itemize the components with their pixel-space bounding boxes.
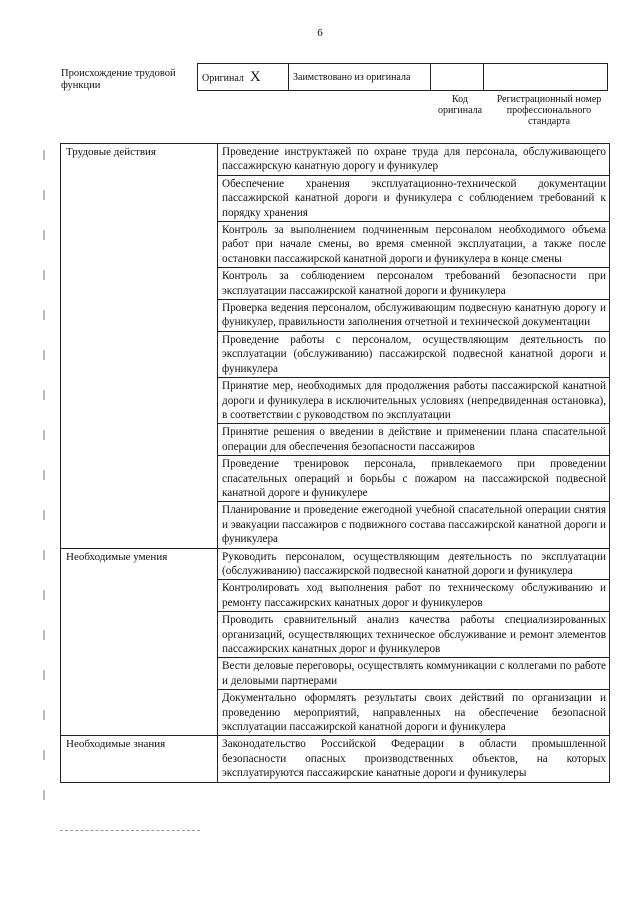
reg-number-label: Регистрационный номер профессионального стандарта [496, 94, 602, 127]
origin-table [197, 63, 608, 91]
borrowed-label: Заимствовано из оригинала [293, 71, 411, 83]
original-label: Оригинал [202, 72, 244, 84]
section-item: Принятие мер, необходимых для продолжения работы пассажирской канатной дороги и фуникулера в исключительных условиях (непредвиденная остановка), в соответствии с руководством по эксплуатации [218, 378, 610, 424]
function-table-body [61, 144, 610, 783]
table-row [61, 736, 610, 782]
section-item: Проведение тренировок персонала, привлекаемого при проведении спасательных операций и борьбы с пожаром на пассажирской подвесной канатной дороге и фуникулере [218, 456, 610, 502]
section-item: Проведение инструктажей по охране труда для персонала, обслуживающего пассажирскую канатную дорогу и фуникулер [218, 144, 610, 176]
borrowed-cell [289, 64, 431, 91]
section-item: Проводить сравнительный анализ качества работы специализированных организаций, осуществляющих техническое обслуживание и ремонт элементов пассажирских канатных дорог и фуникулеров [218, 612, 610, 658]
function-table [60, 143, 610, 783]
bottom-mark [60, 830, 200, 831]
margin-marks [43, 150, 45, 830]
page-number: 6 [317, 27, 323, 39]
section-label: Трудовые действия [61, 144, 218, 549]
table-row [61, 144, 610, 176]
section-label: Необходимые умения [61, 548, 218, 736]
section-item: Вести деловые переговоры, осуществлять коммуникации с коллегами по работе и деловыми партнерами [218, 658, 610, 690]
section-item: Планирование и проведение ежегодной учебной спасательной операции снятия и эвакуации пассажиров с подвижного состава пассажирской канатной дороги и фуникулера [218, 502, 610, 548]
section-item: Контролировать ход выполнения работ по техническому обслуживанию и ремонту пассажирских канатных дорог и фуникулеров [218, 580, 610, 612]
section-item: Обеспечение хранения эксплуатационно-технической документации пассажирской канатной дороги и фуникулера с соблюдением требований к порядку хранения [218, 175, 610, 221]
origin-label: Происхождение трудовой функции [61, 68, 176, 91]
reg-number-cell [484, 64, 608, 91]
section-item: Проведение работы с персоналом, осуществляющим деятельность по эксплуатации (обслуживанию) пассажирской подвесной канатной дороги и фуникулера [218, 331, 610, 377]
section-label: Необходимые знания [61, 736, 218, 782]
section-item: Документально оформлять результаты своих действий по организации и проведению мероприятий, направленных на обеспечение безопасной эксплуатации пассажирской канатной дороги и фуникулера [218, 690, 610, 736]
table-row [61, 548, 610, 580]
code-cell [431, 64, 484, 91]
section-item: Руководить персоналом, осуществляющим деятельность по эксплуатации (обслуживанию) пассажирской подвесной канатной дороги и фуникулера [218, 548, 610, 580]
section-item: Проверка ведения персоналом, обслуживающим подвесную канатную дорогу и фуникулер, правильности заполнения отчетной и технической документации [218, 300, 610, 332]
original-cell [198, 64, 289, 91]
code-original-label: Код оригинала [437, 94, 483, 116]
section-item: Принятие решения о введении в действие и применении плана спасательной операции для обеспечения безопасности пассажиров [218, 424, 610, 456]
section-item: Контроль за соблюдением персоналом требований безопасности при эксплуатации пассажирской канатной дороги и фуникулера [218, 268, 610, 300]
section-item: Контроль за выполнением подчиненным персоналом необходимого объема работ при начале смены, во время сменной эксплуатации, а также после остановки пассажирской канатной дороги и фуникулера в конце смены [218, 222, 610, 268]
original-mark: X [249, 68, 261, 85]
section-item: Законодательство Российской Федерации в области промышленной безопасности опасных производственных объектов, на которых эксплуатируются пассажирские канатные дороги и фуникулеры [218, 736, 610, 782]
